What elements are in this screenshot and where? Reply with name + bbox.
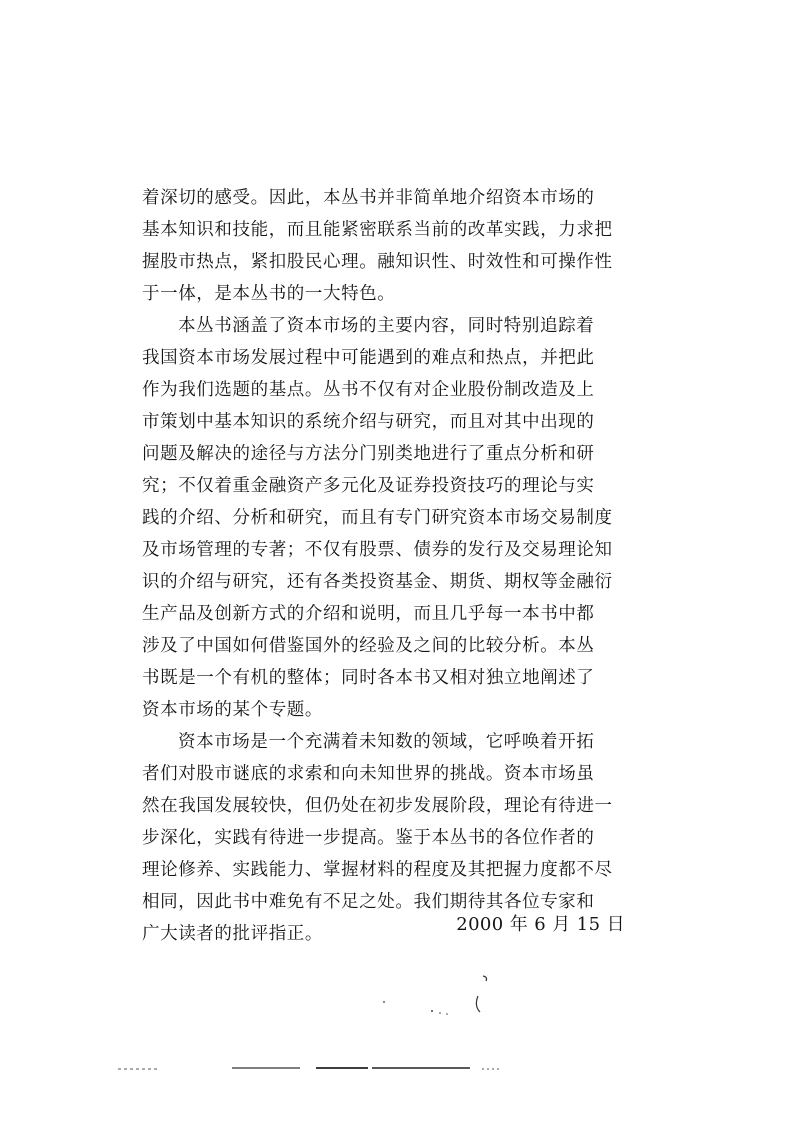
- text-line: 于一体，是本丛书的一大特色。: [142, 284, 396, 304]
- preface-date: 2000 年 6 月 15 日: [456, 914, 625, 935]
- text-line: 作为我们选题的基点。丛书不仅有对企业股份制改造及上: [142, 380, 595, 400]
- text-line: 资本市场的某个专题。: [142, 700, 323, 720]
- paragraph-start-line: 本丛书涵盖了资本市场的主要内容，同时特别追踪着: [178, 316, 595, 336]
- preface-body: [142, 182, 632, 950]
- text-line: 践的介绍、分析和研究，而且有专门研究资本市场交易制度: [142, 508, 613, 528]
- text-line: 广大读者的批评指正。: [142, 924, 323, 944]
- text-line: 生产品及创新方式的介绍和说明，而且几乎每一本书中都: [142, 604, 595, 624]
- text-line: 市策划中基本知识的系统介绍与研究，而且对其中出现的: [142, 412, 595, 432]
- text-line: 然在我国发展较快，但仍处在初步发展阶段，理论有待进一: [142, 796, 613, 816]
- text-line: 理论修养、实践能力、掌握材料的程度及其把握力度都不尽: [142, 860, 613, 880]
- text-line: 着深切的感受。因此，本丛书并非简单地介绍资本市场的: [142, 188, 595, 208]
- text-line: 基本知识和技能，而且能紧密联系当前的改革实践，力求把: [142, 220, 613, 240]
- text-line: 究；不仅着重金融资产多元化及证券投资技巧的理论与实: [142, 476, 595, 496]
- text-line: 问题及解决的途径与方法分门别类地进行了重点分析和研: [142, 444, 595, 464]
- text-line: 者们对股市谜底的求索和向未知世界的挑战。资本市场虽: [142, 764, 595, 784]
- text-line: 握股市热点，紧扣股民心理。融知识性、时效性和可操作性: [142, 252, 613, 272]
- text-line: 涉及了中国如何借鉴国外的经验及之间的比较分析。本丛: [142, 636, 595, 656]
- text-line: 我国资本市场发展过程中可能遇到的难点和热点，并把此: [142, 348, 595, 368]
- text-line: 相同，因此书中难免有不足之处。我们期待其各位专家和: [142, 892, 595, 912]
- text-line: 及市场管理的专著；不仅有股票、债券的发行及交易理论知: [142, 540, 613, 560]
- text-line: 识的介绍与研究，还有各类投资基金、期货、期权等金融衍: [142, 572, 613, 592]
- text-line: 书既是一个有机的整体；同时各本书又相对独立地阐述了: [142, 668, 595, 688]
- text-line: 步深化，实践有待进一步提高。鉴于本丛书的各位作者的: [142, 828, 595, 848]
- paragraph-start-line: 资本市场是一个充满着未知数的领域，它呼唤着开拓: [178, 732, 595, 752]
